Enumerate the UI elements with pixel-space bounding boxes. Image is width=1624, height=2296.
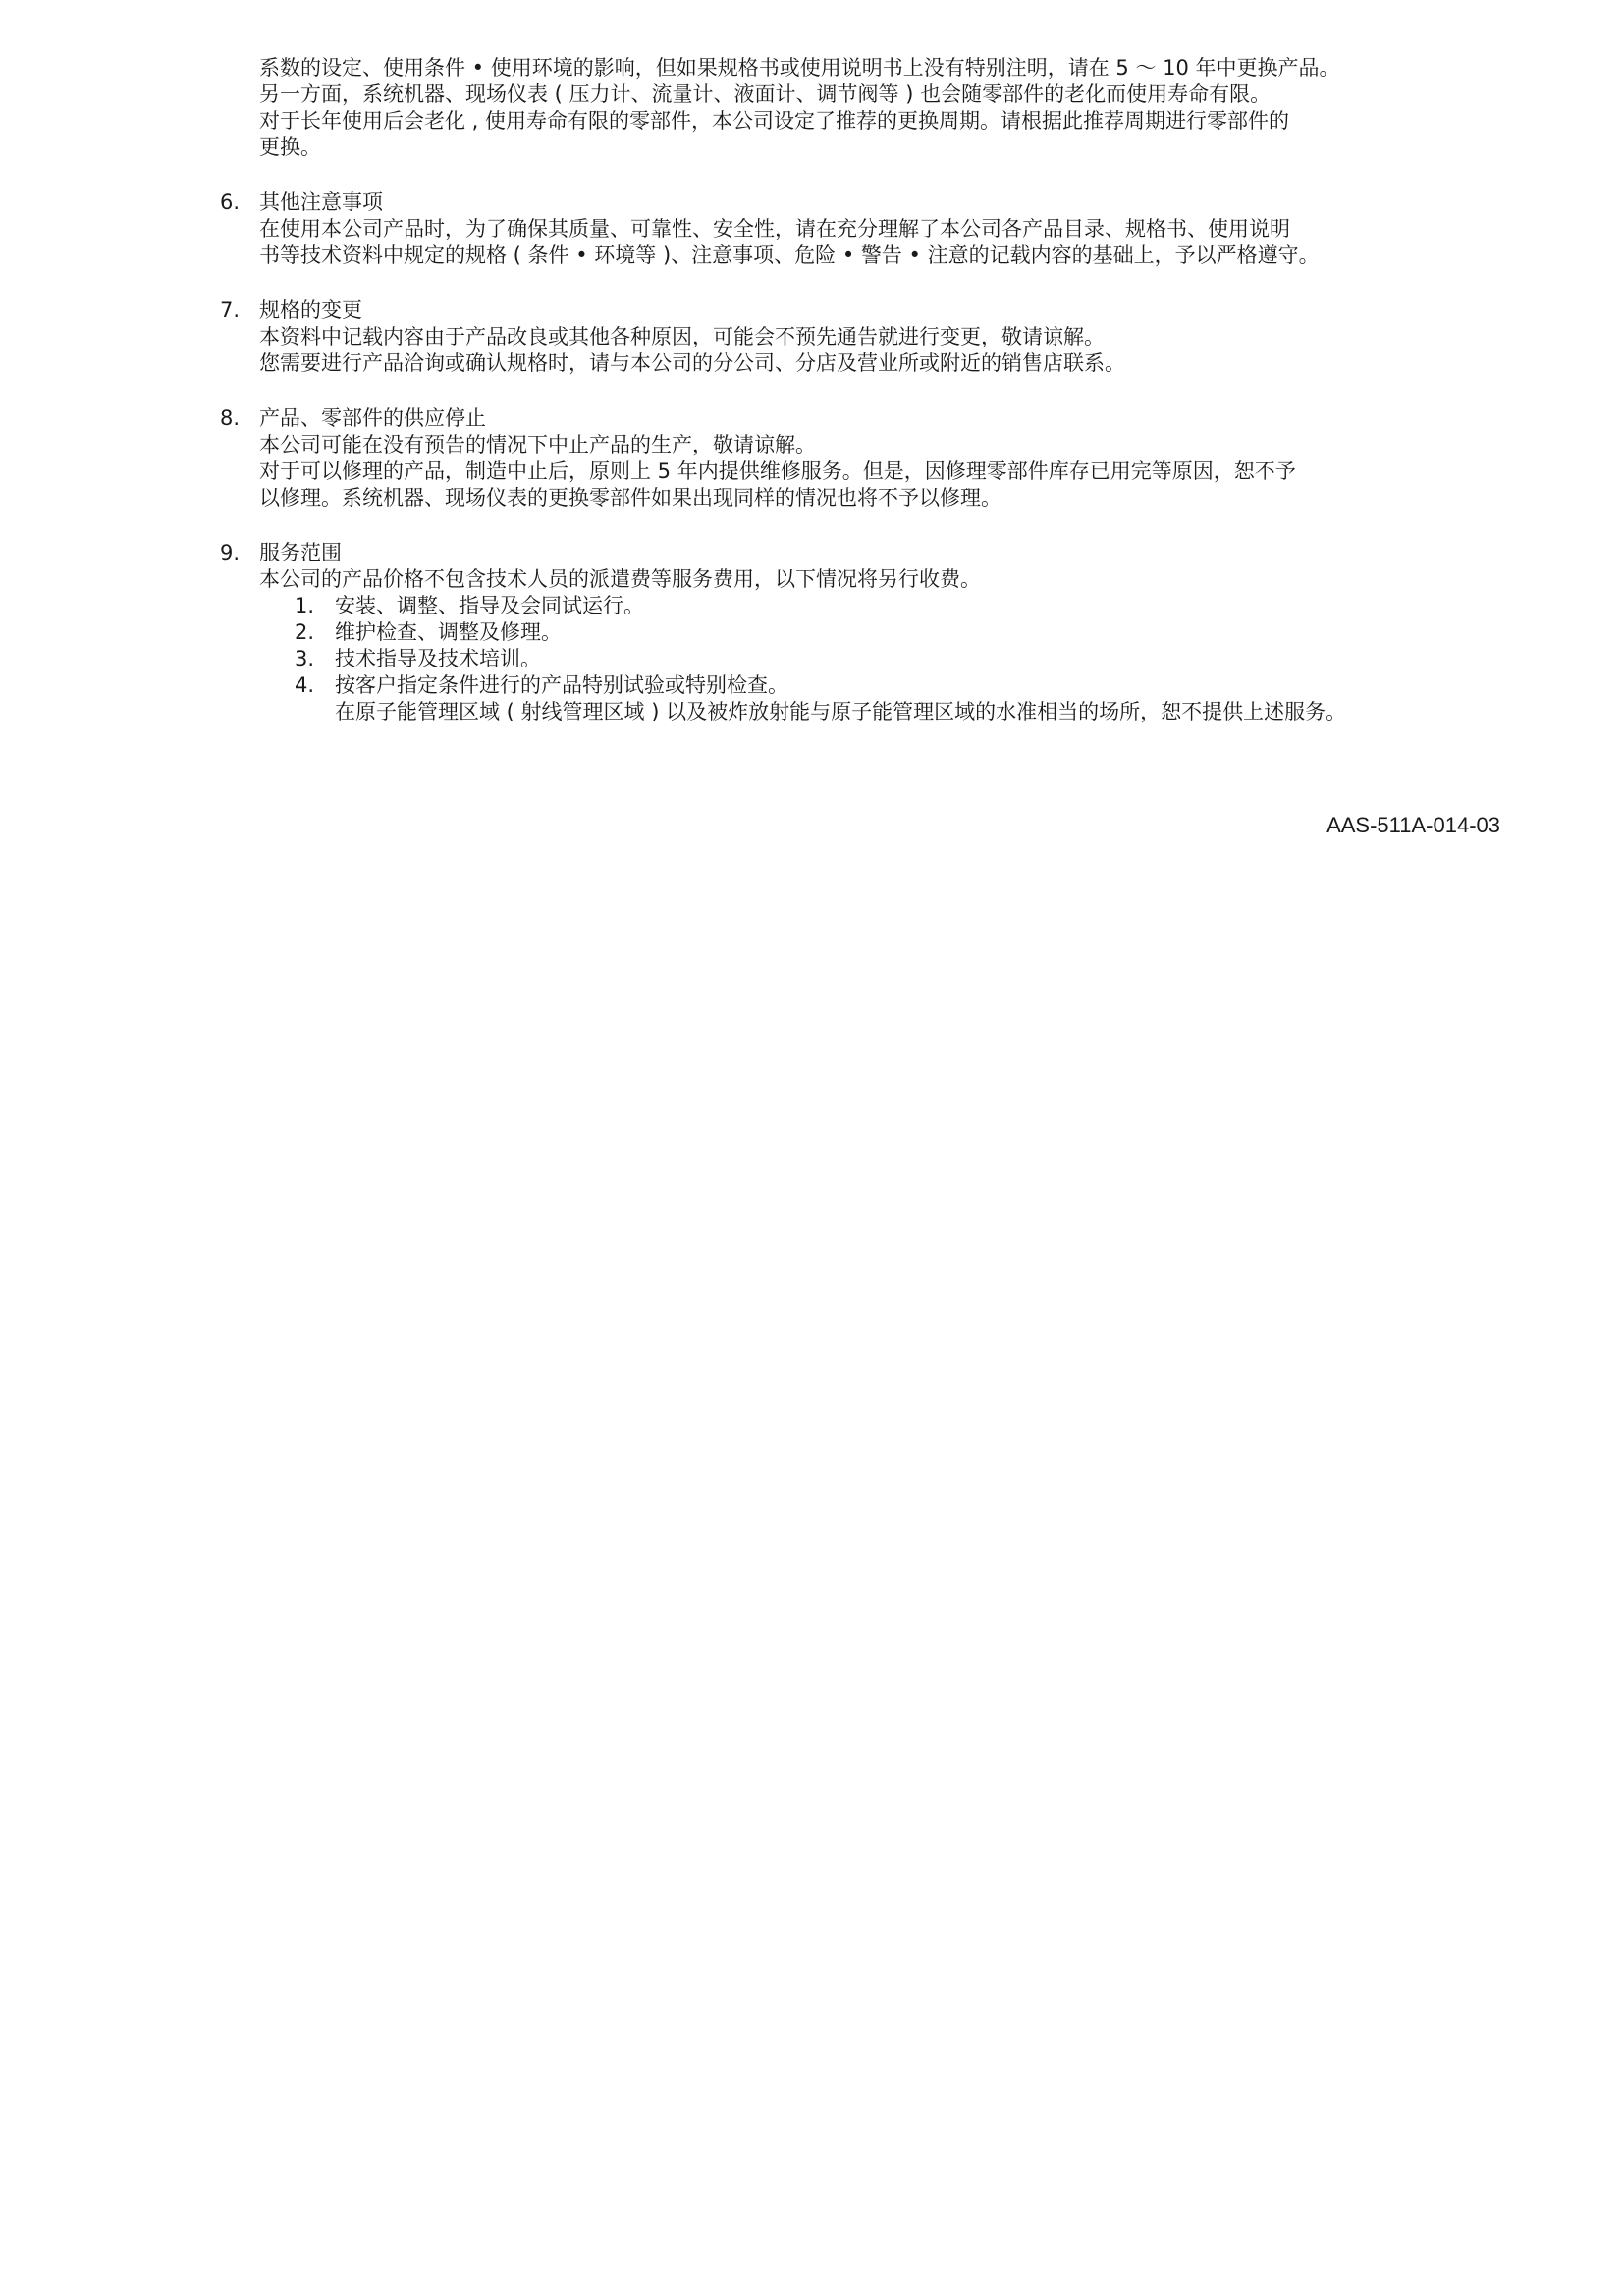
section-title: 服务范围 [259, 541, 342, 564]
section-line: 本资料中记载内容由于产品改良或其他各种原因，可能会不预先通告就进行变更，敬请谅解。 [259, 325, 1105, 348]
section-line: 书等技术资料中规定的规格 ( 条件 • 环境等 )、注意事项、危险 • 警告 • 注意的记载内容的基础上，予以严格遵守。 [259, 243, 1320, 267]
section-number: 9. [220, 541, 241, 564]
intro-line: 另一方面，系统机器、现场仪表 ( 压力计、流量计、液面计、调节阀等 ) 也会随零部件的老化而使用寿命有限。 [259, 82, 1272, 106]
list-item-number: 1. [295, 594, 315, 617]
intro-line: 对于长年使用后会老化 , 使用寿命有限的零部件，本公司设定了推荐的更换周期。请根据此推荐周期进行零部件的 [259, 109, 1290, 133]
section-title: 规格的变更 [259, 298, 362, 322]
section-line: 您需要进行产品洽询或确认规格时，请与本公司的分公司、分店及营业所或附近的销售店联系。 [259, 351, 1125, 375]
section-line: 对于可以修理的产品，制造中止后，原则上 5 年内提供维修服务。但是，因修理零部件库存已用完等原因，恕不予 [259, 459, 1296, 483]
intro-line: 系数的设定、使用条件 • 使用环境的影响，但如果规格书或使用说明书上没有特别注明，请在 5 ～ 10 年中更换产品。 [259, 56, 1340, 80]
list-item: 技术指导及技术培训。 [335, 647, 541, 670]
section-line: 本公司的产品价格不包含技术人员的派遣费等服务费用，以下情况将另行收费。 [259, 567, 981, 591]
section-title: 产品、零部件的供应停止 [259, 406, 486, 430]
section-line: 以修理。系统机器、现场仪表的更换零部件如果出现同样的情况也将不予以修理。 [259, 486, 1001, 509]
service-note: 在原子能管理区域 ( 射线管理区域 ) 以及被炸放射能与原子能管理区域的水准相当的场所，恕不提供上述服务。 [335, 700, 1347, 723]
section-line: 在使用本公司产品时，为了确保其质量、可靠性、安全性，请在充分理解了本公司各产品目录、规格书、使用说明 [259, 217, 1290, 240]
list-item-number: 3. [295, 647, 315, 670]
section-number: 6. [220, 190, 241, 214]
list-item: 维护检查、调整及修理。 [335, 620, 562, 644]
intro-line: 更换。 [259, 135, 321, 159]
section-title: 其他注意事项 [259, 190, 383, 214]
document-code: AAS-511A-014-03 [1326, 813, 1500, 837]
section-number: 7. [220, 298, 241, 322]
list-item: 安装、调整、指导及会同试运行。 [335, 594, 644, 617]
section-line: 本公司可能在没有预告的情况下中止产品的生产，敬请谅解。 [259, 433, 816, 456]
list-item-number: 4. [295, 673, 315, 697]
list-item: 按客户指定条件进行的产品特别试验或特别检查。 [335, 673, 788, 697]
section-number: 8. [220, 406, 241, 430]
list-item-number: 2. [295, 620, 315, 644]
